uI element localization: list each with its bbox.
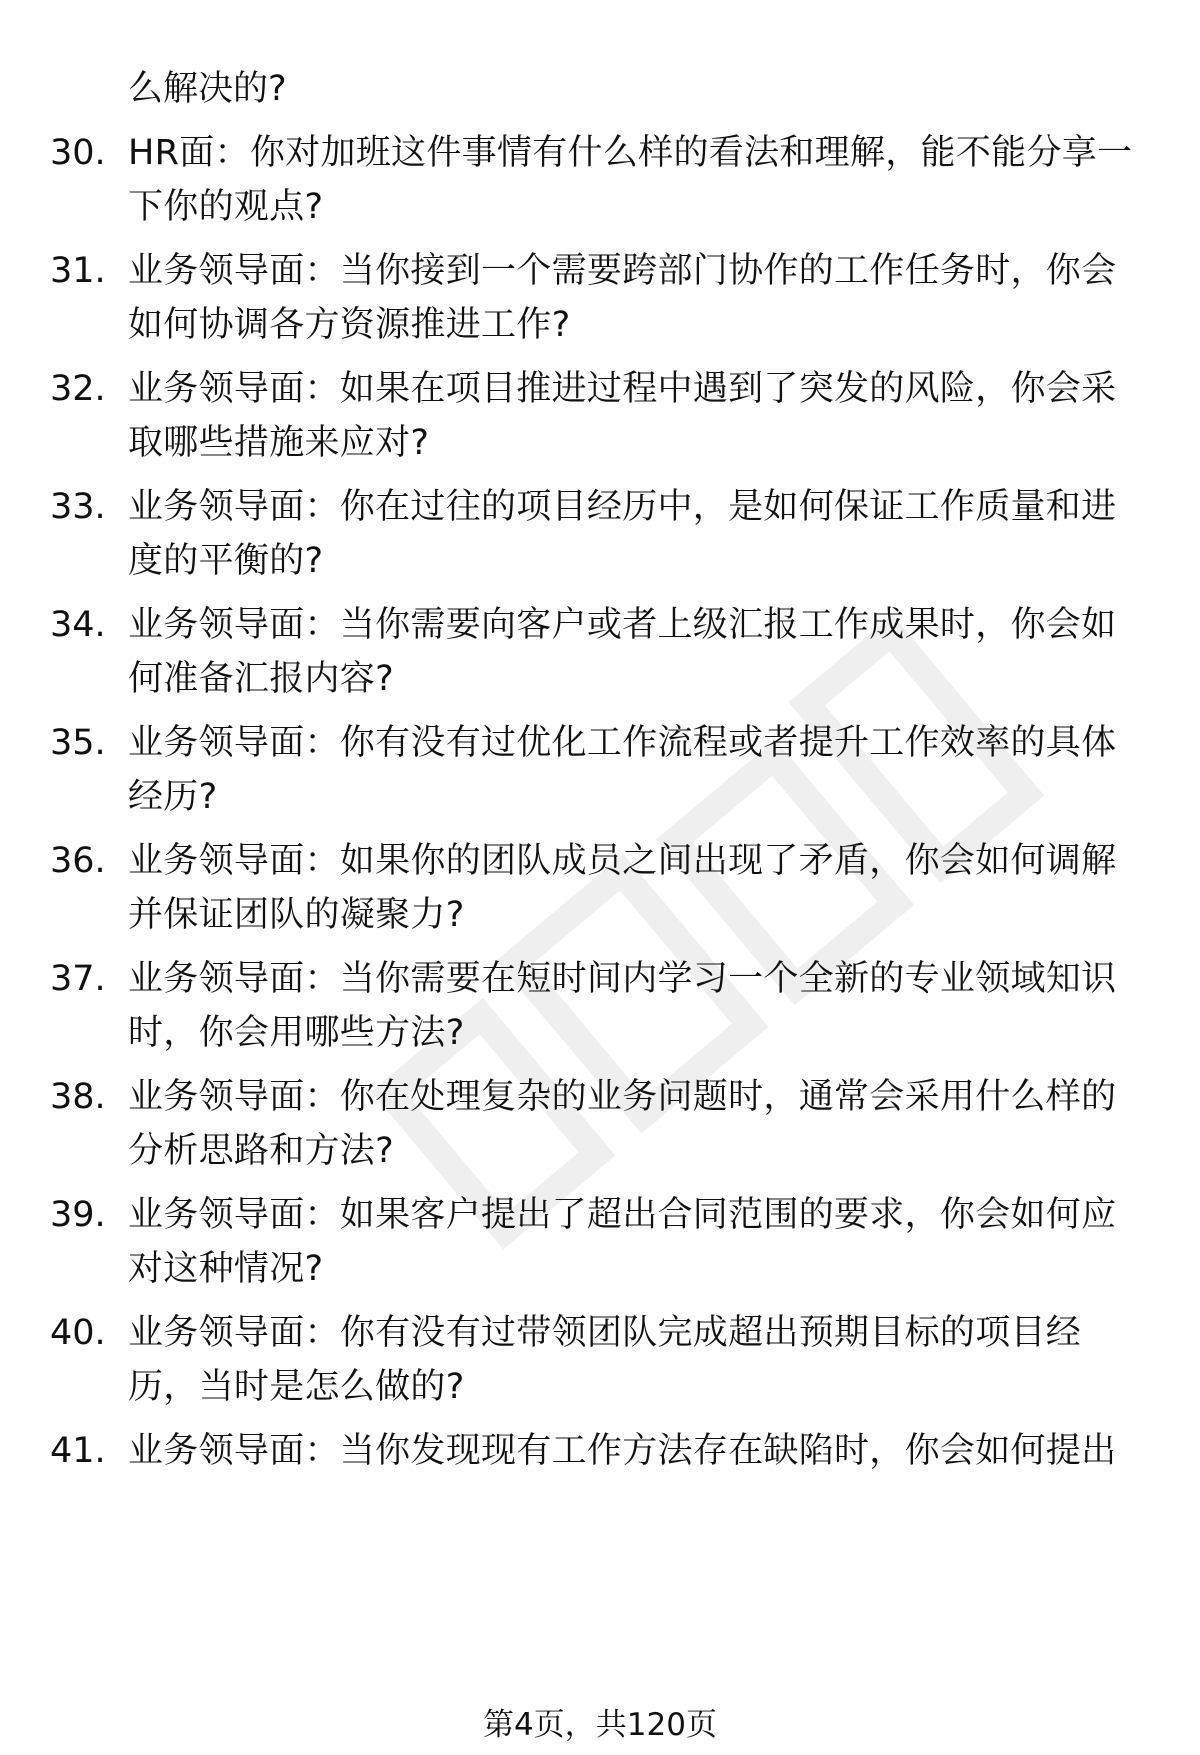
item-line: 业务领导面：如果在项目推进过程中遇到了突发的风险，你会采 — [128, 369, 1117, 409]
item-number: 39. — [50, 1195, 106, 1235]
item-line: 度的平衡的? — [128, 541, 324, 581]
item-number: 33. — [50, 487, 106, 527]
item-line: 业务领导面：如果你的团队成员之间出现了矛盾，你会如何调解 — [128, 841, 1117, 881]
item-text — [128, 716, 1188, 824]
item-line: 分析思路和方法? — [128, 1131, 394, 1171]
item-line: 业务领导面：当你接到一个需要跨部门协作的工作任务时，你会 — [128, 251, 1117, 291]
item-line: 业务领导面：当你需要向客户或者上级汇报工作成果时，你会如 — [128, 605, 1117, 645]
item-text — [128, 1188, 1188, 1296]
item-text — [128, 1070, 1188, 1178]
item-line: 业务领导面：你在过往的项目经历中，是如何保证工作质量和进 — [128, 487, 1117, 527]
item-line: 对这种情况? — [128, 1249, 324, 1289]
item-line: 下你的观点? — [128, 187, 324, 227]
item-text — [128, 1424, 1188, 1478]
page-number-footer: 第4页，共120页 — [483, 1707, 717, 1743]
item-line: 历，当时是怎么做的? — [128, 1367, 465, 1407]
item-number: 35. — [50, 723, 106, 763]
item-line: 业务领导面：当你发现现有工作方法存在缺陷时，你会如何提出 — [128, 1431, 1117, 1471]
item-line: HR面：你对加班这件事情有什么样的看法和理解，能不能分享一 — [128, 133, 1133, 173]
item-number: 31. — [50, 251, 106, 291]
item-line: 并保证团队的凝聚力? — [128, 895, 465, 935]
item-text — [128, 834, 1188, 942]
item-line: 如何协调各方资源推进工作? — [128, 305, 571, 345]
item-text — [128, 362, 1188, 470]
item-text — [128, 244, 1188, 352]
item-line: 业务领导面：如果客户提出了超出合同范围的要求，你会如何应 — [128, 1195, 1117, 1235]
item-number: 36. — [50, 841, 106, 881]
item-line: 取哪些措施来应对? — [128, 423, 430, 463]
item-line: 业务领导面：你有没有过优化工作流程或者提升工作效率的具体 — [128, 723, 1117, 763]
item-number: 30. — [50, 133, 106, 173]
item-number: 41. — [50, 1431, 106, 1471]
item-number: 34. — [50, 605, 106, 645]
item-line: 经历? — [128, 777, 218, 817]
item-number: 32. — [50, 369, 106, 409]
item-line: 何准备汇报内容? — [128, 659, 394, 699]
item-number: 37. — [50, 959, 106, 999]
item-line: 业务领导面：当你需要在短时间内学习一个全新的专业领域知识 — [128, 959, 1117, 999]
item-text — [128, 480, 1188, 588]
item-text — [128, 126, 1188, 234]
item-text — [128, 1306, 1188, 1414]
item-number: 40. — [50, 1313, 106, 1353]
item-number: 38. — [50, 1077, 106, 1117]
continued-question-text: 么解决的? — [128, 69, 287, 109]
item-line: 业务领导面：你在处理复杂的业务问题时，通常会采用什么样的 — [128, 1077, 1117, 1117]
item-line: 时，你会用哪些方法? — [128, 1013, 465, 1053]
item-text — [128, 952, 1188, 1060]
item-text — [128, 598, 1188, 706]
item-line: 业务领导面：你有没有过带领团队完成超出预期目标的项目经 — [128, 1313, 1082, 1353]
